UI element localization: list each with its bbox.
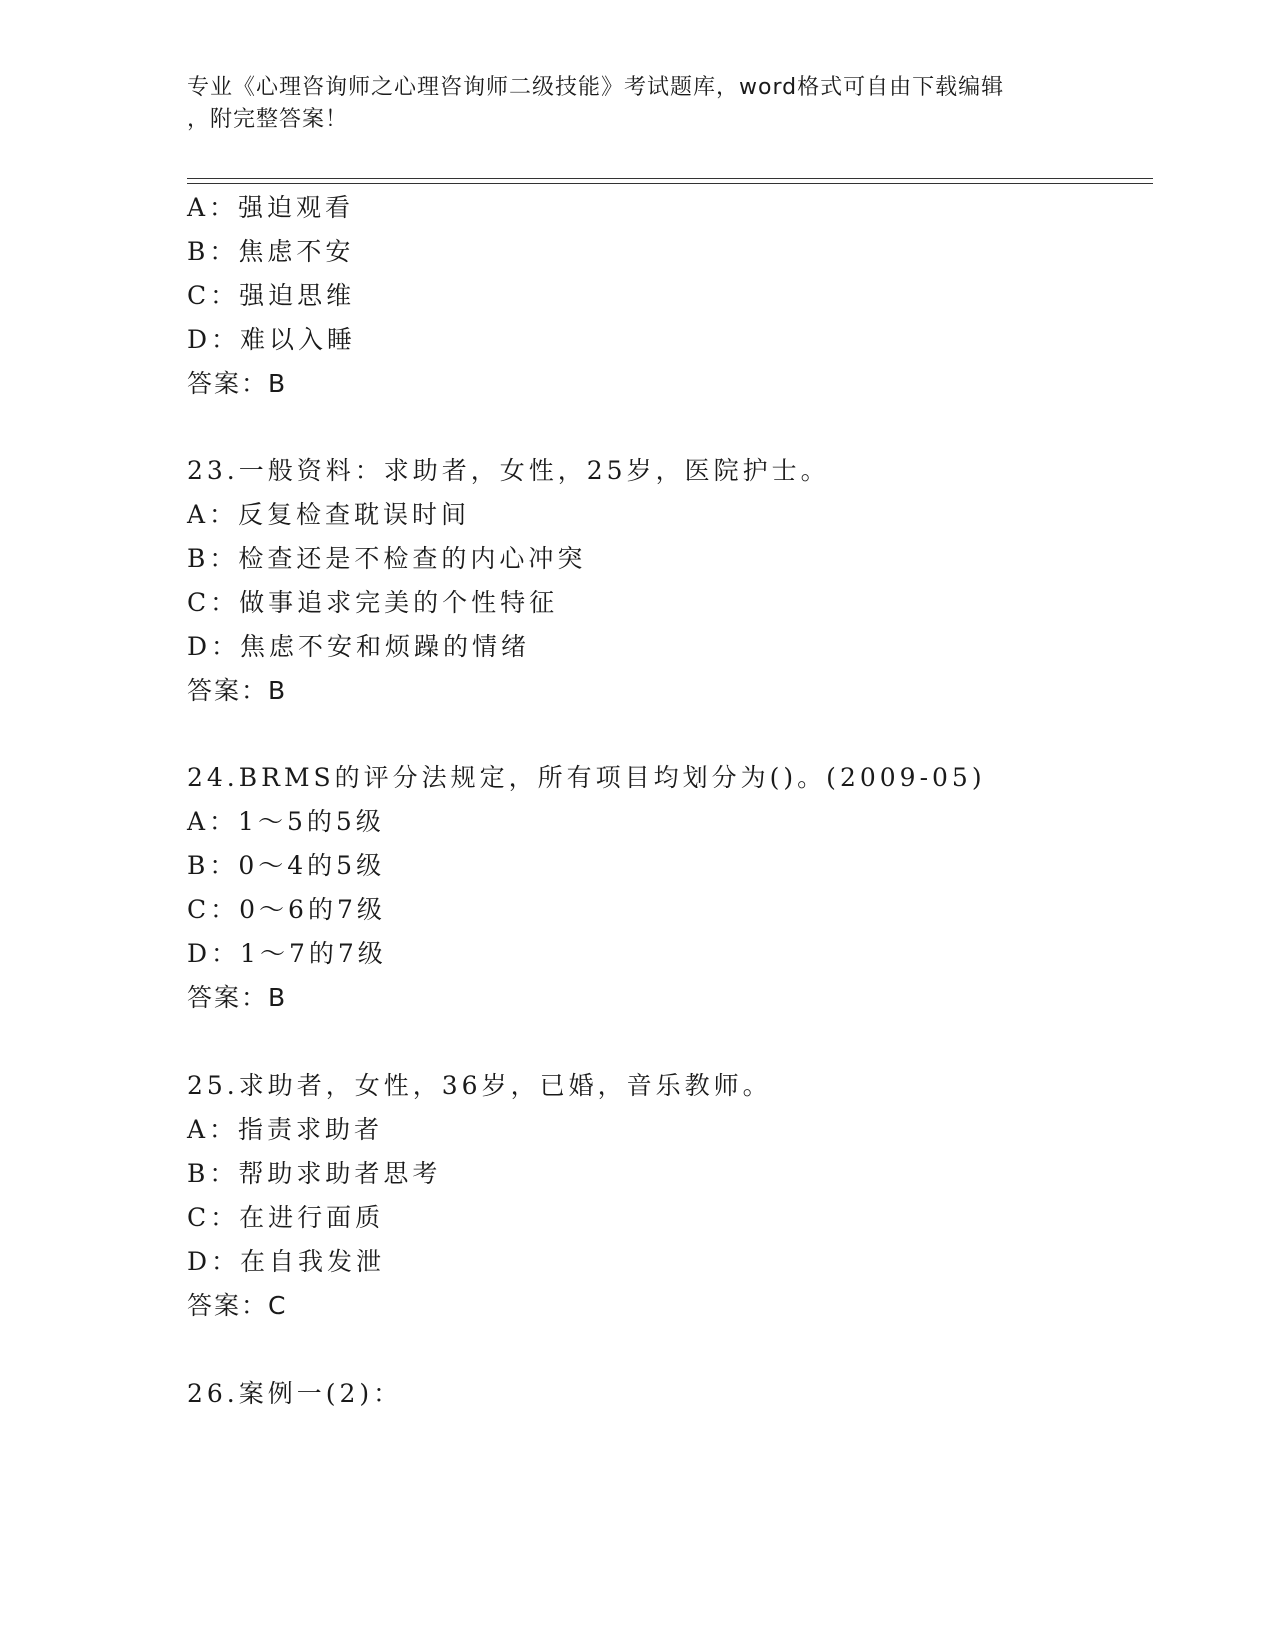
option-d: D：焦虑不安和烦躁的情绪 (187, 632, 531, 661)
header-divider-top (187, 178, 1153, 179)
option-c: C：0～6的7级 (187, 895, 386, 924)
option-d: D：1～7的7级 (187, 939, 387, 968)
document-header (187, 72, 1087, 136)
option-c: C：强迫思维 (187, 281, 356, 310)
option-b: B：0～4的5级 (187, 851, 386, 880)
option-b: B：焦虑不安 (187, 237, 355, 266)
option-a: A：强迫观看 (187, 193, 355, 222)
header-line-2: ，附完整答案！ (187, 107, 349, 132)
option-b: B：检查还是不检查的内心冲突 (187, 544, 587, 573)
option-a: A：反复检查耽误时间 (187, 500, 471, 529)
question-26: 26.案例一(2)： (187, 1379, 403, 1408)
option-c: C：做事追求完美的个性特征 (187, 588, 559, 617)
question-24: 24.BRMS的评分法规定，所有项目均划分为()。(2009-05) (187, 763, 986, 792)
option-a: A：1～5的5级 (187, 807, 385, 836)
option-d: D：难以入睡 (187, 325, 357, 354)
answer: 答案：C (187, 1291, 288, 1320)
question-25: 25.求助者，女性，36岁，已婚，音乐教师。 (187, 1071, 772, 1100)
answer: 答案：B (187, 369, 288, 398)
option-a: A：指责求助者 (187, 1115, 384, 1144)
option-c: C：在进行面质 (187, 1203, 385, 1232)
answer: 答案：B (187, 676, 288, 705)
question-23: 23.一般资料：求助者，女性，25岁，医院护士。 (187, 456, 830, 485)
option-d: D：在自我发泄 (187, 1247, 386, 1276)
answer: 答案：B (187, 983, 288, 1012)
option-b: B：帮助求助者思考 (187, 1159, 442, 1188)
header-divider-bottom (187, 183, 1153, 184)
header-line-1: 专业《心理咨询师之心理咨询师二级技能》考试题库，word格式可自由下载编辑 (187, 75, 1005, 100)
